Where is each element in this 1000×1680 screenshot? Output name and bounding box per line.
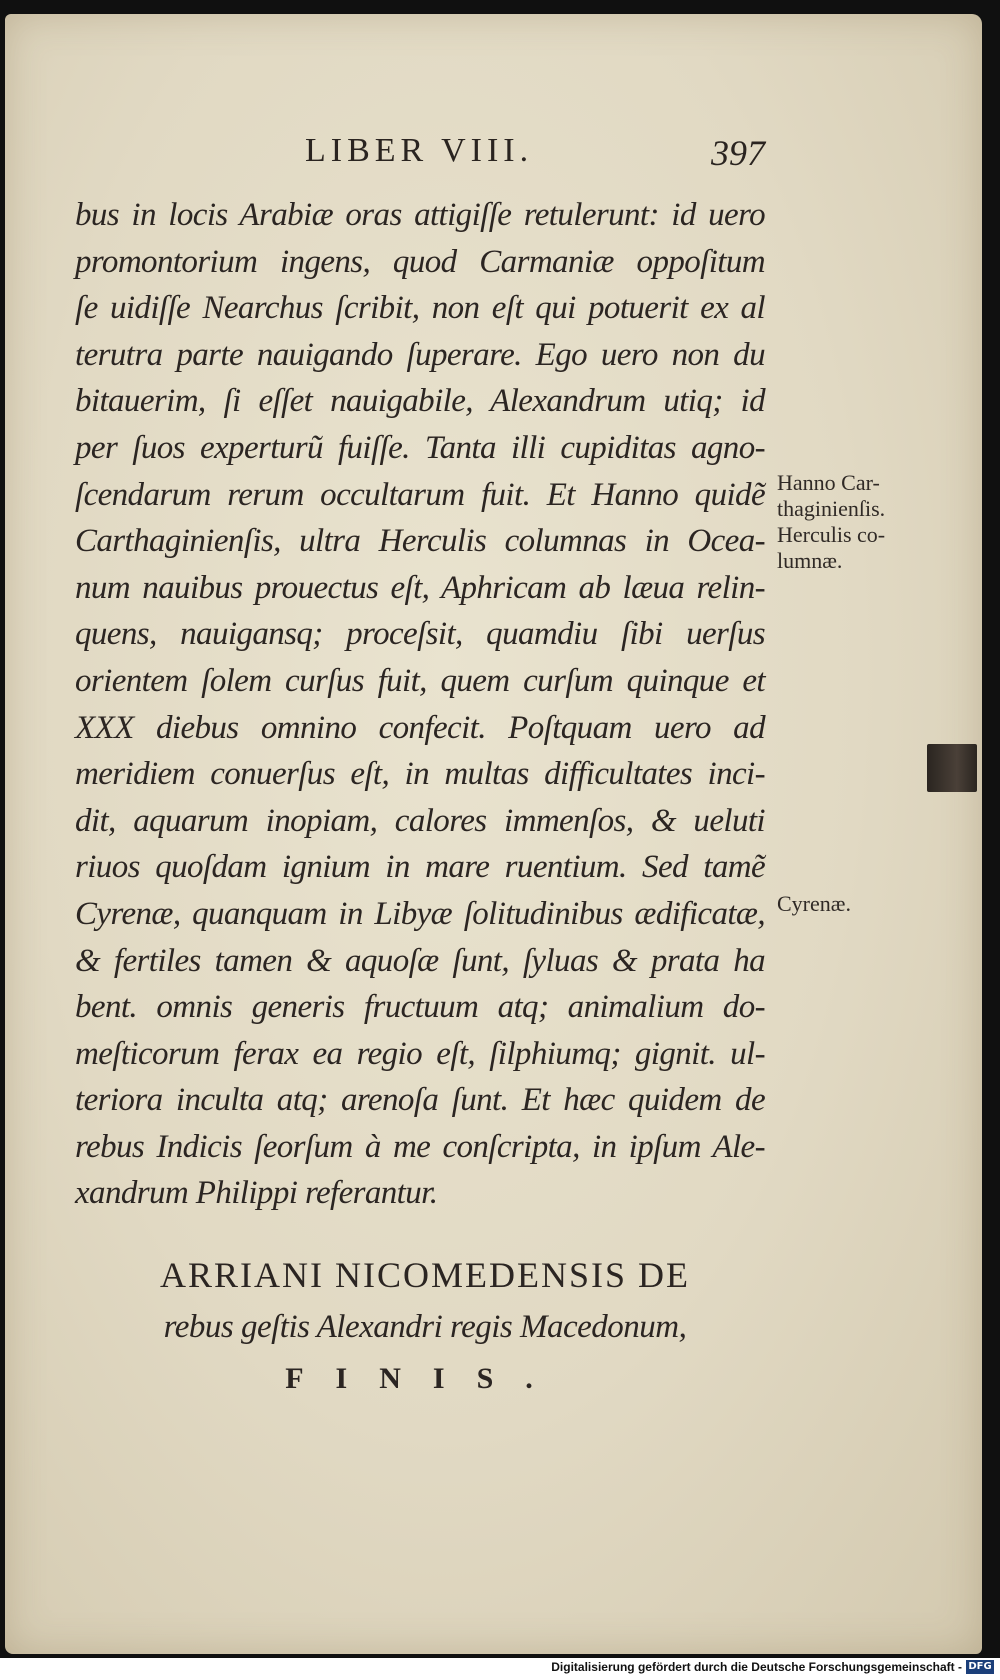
text-line: orientem ſolem curſus fuit, quem curſum quinque et	[75, 662, 765, 699]
margin-note-line: thaginienſis.	[777, 496, 886, 521]
colophon	[65, 1249, 785, 1405]
text-line: & fertiles tamen & aquoſæ ſunt, ſyluas & prata ha	[75, 942, 765, 979]
running-title: LIBER VIII.	[305, 132, 534, 169]
text-line: rebus Indicis ſeorſum à me conſcripta, in ipſum Ale-	[75, 1128, 765, 1165]
page-tab-marker	[927, 744, 977, 792]
text-line: bus in locis Arabiæ oras attigiſſe retulerunt: id uero	[75, 197, 765, 233]
margin-note-line: lumnæ.	[777, 548, 843, 573]
book-page	[5, 14, 982, 1654]
margin-note-line: Herculis co-	[777, 522, 886, 547]
text-line: terutra parte nauigando ſuperare. Ego uero non du	[75, 336, 765, 373]
colophon-finis: FINIS.	[285, 1362, 565, 1395]
footer-credit: Digitalisierung gefördert durch die Deutsche Forschungsgemeinschaft -	[551, 1660, 962, 1674]
text-line: dit, aquarum inopiam, calores immenſos, & ueluti	[75, 802, 765, 839]
text-line: ſe uidiſſe Nearchus ſcribit, non eſt qui potuerit ex al	[75, 290, 765, 327]
dfg-logo-icon: DFG	[966, 1660, 994, 1674]
body-text	[75, 192, 765, 1217]
text-line: xandrum Philippi referantur.	[75, 1175, 438, 1212]
page-header	[305, 132, 765, 172]
page-number: 397	[711, 133, 765, 173]
margin-note-hanno	[777, 470, 937, 574]
text-line: bent. omnis generis fructuum atq; animalium do-	[75, 989, 765, 1026]
text-line: promontorium ingens, quod Carmaniæ oppoſitum	[75, 243, 765, 280]
text-line: num nauibus prouectus eſt, Aphricam ab læua relin-	[75, 569, 765, 606]
colophon-subtitle: rebus geſtis Alexandri regis Macedonum,	[163, 1309, 687, 1345]
text-line: quens, nauigansq; proceſsit, quamdiu ſibi uerſus	[75, 616, 765, 653]
margin-note-line: Hanno Car-	[777, 470, 880, 495]
text-line: meſticorum ferax ea regio eſt, ſilphiumq; gignit. ul-	[75, 1035, 765, 1072]
text-line: Cyrenæ, quanquam in Libyæ ſolitudinibus ædificatæ,	[75, 895, 765, 932]
text-line: per ſuos experturũ fuiſſe. Tanta illi cupiditas agno-	[75, 429, 765, 466]
text-line: teriora inculta atq; arenoſa ſunt. Et hæc quidem de	[75, 1082, 765, 1119]
text-line: meridiem conuerſus eſt, in multas difficultates inci-	[75, 756, 765, 793]
text-line: Carthaginienſis, ultra Herculis columnas in Ocea-	[75, 523, 765, 560]
text-line: XXX diebus omnino confecit. Poſtquam uero ad	[75, 709, 765, 746]
margin-note-cyrenae: Cyrenæ.	[777, 891, 851, 916]
colophon-title: ARRIANI NICOMEDENSIS DE	[160, 1255, 690, 1295]
text-line: bitauerim, ſi eſſet nauigabile, Alexandrum utiq; id	[75, 383, 765, 420]
text-line: riuos quoſdam ignium in mare ruentium. Sed tamẽ	[75, 849, 765, 886]
text-line: ſcendarum rerum occultarum fuit. Et Hanno quidẽ	[75, 476, 765, 513]
